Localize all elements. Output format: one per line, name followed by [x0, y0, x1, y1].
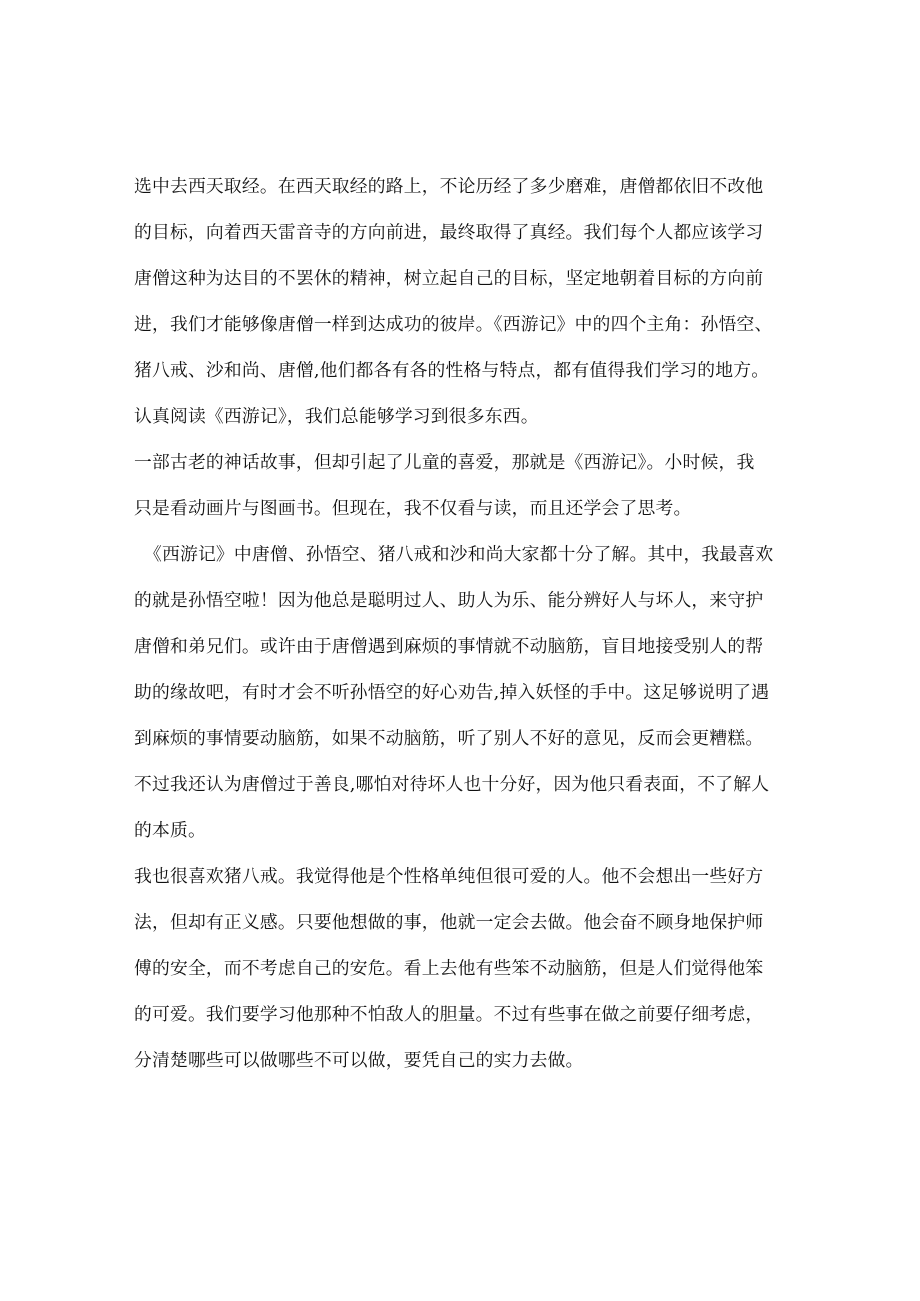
text-line: 《西游记》中唐僧、孙悟空、猪八戒和沙和尚大家都十分了解。其中，我最喜欢 — [144, 544, 774, 565]
text-line: 的本质。 — [134, 820, 206, 841]
text-line: 猪八戒、沙和尚、唐僧,他们都各有各的性格与特点，都有值得我们学习的地方。 — [134, 360, 770, 381]
text-line: 我也很喜欢猪八戒。我觉得他是个性格单纯但很可爱的人。他不会想出一些好方 — [134, 866, 764, 887]
text-line: 只是看动画片与图画书。但现在，我不仅看与读，而且还学会了思考。 — [134, 498, 692, 519]
text-line: 分清楚哪些可以做哪些不可以做，要凭自己的实力去做。 — [134, 1050, 584, 1071]
text-line: 唐僧这种为达目的不罢休的精神，树立起自己的目标，坚定地朝着目标的方向前 — [134, 268, 764, 289]
text-line: 助的缘故吧，有时才会不听孙悟空的好心劝告,掉入妖怪的手中。这足够说明了遇 — [134, 682, 770, 703]
text-line: 唐僧和弟兄们。或许由于唐僧遇到麻烦的事情就不动脑筋，盲目地接受别人的帮 — [134, 636, 764, 657]
text-line: 法，但却有正义感。只要他想做的事，他就一定会去做。他会奋不顾身地保护师 — [134, 912, 764, 933]
text-line: 认真阅读《西游记》，我们总能够学习到很多东西。 — [134, 406, 539, 427]
text-line: 到麻烦的事情要动脑筋，如果不动脑筋，听了别人不好的意见，反而会更糟糕。 — [134, 728, 764, 749]
text-line: 一部古老的神话故事，但却引起了儿童的喜爱，那就是《西游记》。小时候，我 — [134, 452, 755, 473]
text-line: 的目标，向着西天雷音寺的方向前进，最终取得了真经。我们每个人都应该学习 — [134, 222, 764, 243]
text-line: 选中去西天取经。在西天取经的路上，不论历经了多少磨难，唐僧都依旧不改他 — [134, 176, 764, 197]
text-line: 的就是孙悟空啦！因为他总是聪明过人、助人为乐、能分辨好人与坏人，来守护 — [134, 590, 764, 611]
text-line: 的可爱。我们要学习他那种不怕敌人的胆量。不过有些事在做之前要仔细考虑， — [134, 1004, 764, 1025]
body-text — [134, 164, 806, 1084]
text-line: 不过我还认为唐僧过于善良,哪怕对待坏人也十分好，因为他只看表面，不了解人 — [134, 774, 770, 795]
text-line: 进，我们才能够像唐僧一样到达成功的彼岸。《西游记》中的四个主角：孙悟空、 — [134, 314, 773, 335]
text-line: 傅的安全，而不考虑自己的安危。看上去他有些笨不动脑筋，但是人们觉得他笨 — [134, 958, 764, 979]
